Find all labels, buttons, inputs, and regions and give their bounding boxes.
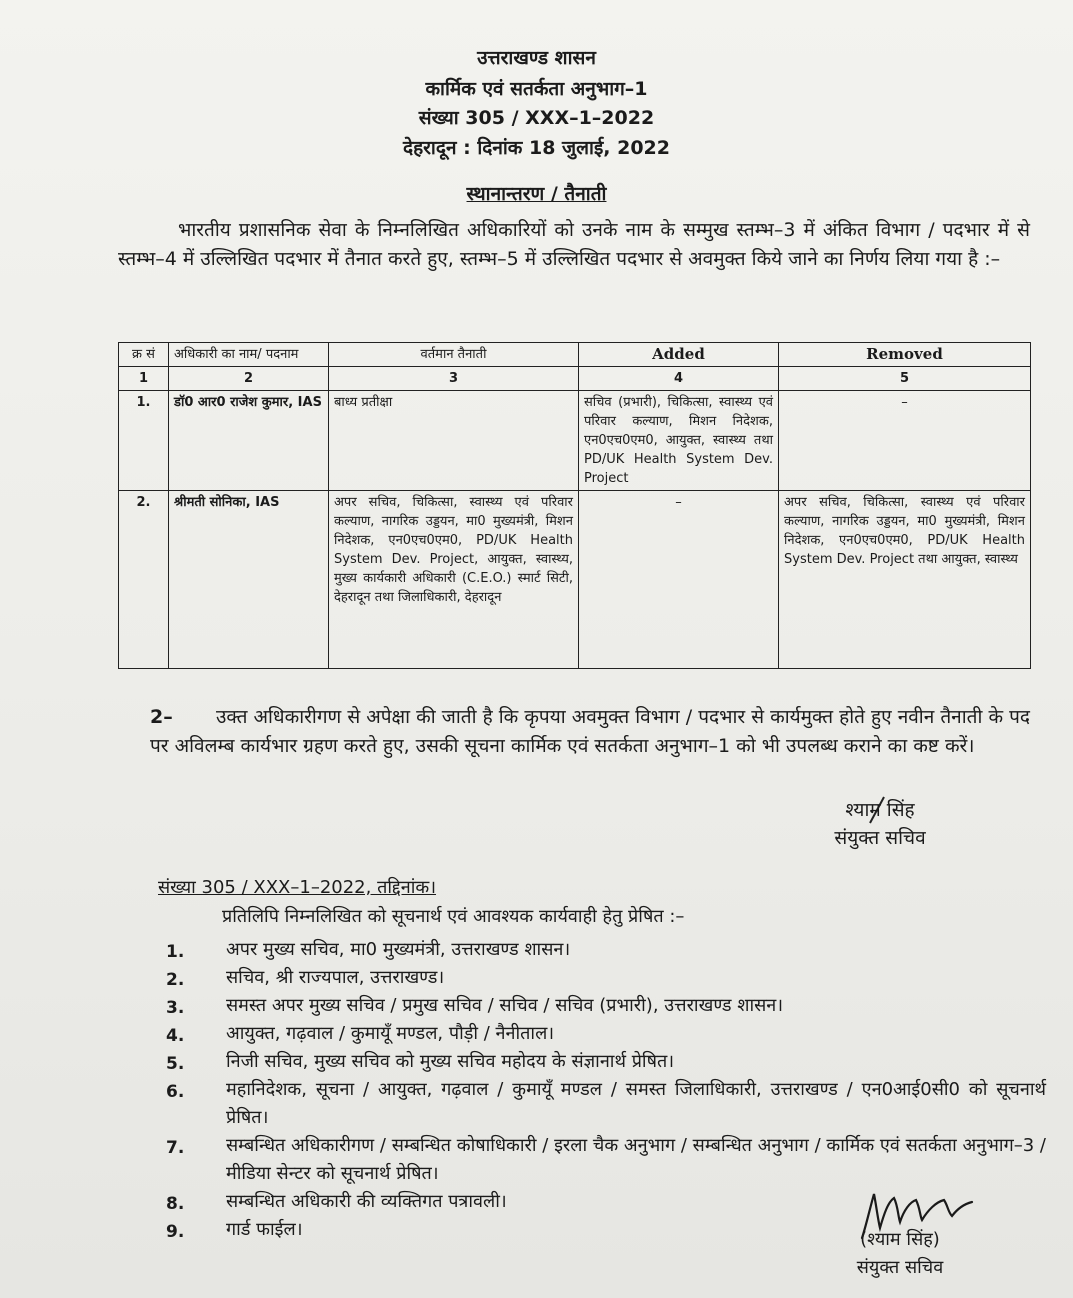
header-current: वर्तमान तैनाती — [329, 343, 579, 367]
list-item: निजी सचिव, मुख्य सचिव को मुख्य सचिव महोदय के संज्ञानार्थ प्रेषित। — [226, 1051, 675, 1072]
column-number: 5 — [779, 367, 1031, 391]
list-item: गार्ड फाईल। — [226, 1219, 303, 1240]
signatory-name: श्याम सिंह — [845, 799, 915, 821]
list-item-number: 3. — [166, 998, 185, 1018]
row-added-charge: सचिव (प्रभारी), चिकित्सा, स्वास्थ्य एवं परिवार कल्याण, मिशन निदेशक, एन0एच0एम0, आयुक्त, स्वास्थ्य तथा PD/UK Health System Dev. Project — [579, 391, 779, 491]
list-item: सम्बन्धित अधिकारी की व्यक्तिगत पत्रावली। — [226, 1191, 507, 1212]
list-item: सचिव, श्री राज्यपाल, उत्तराखण्ड। — [226, 967, 445, 988]
subject-heading: स्थानान्तरण / तैनाती — [466, 183, 607, 205]
table-row — [119, 391, 1031, 491]
list-item-number: 5. — [166, 1054, 185, 1074]
signatory-designation: संयुक्त सचिव — [856, 1257, 944, 1278]
column-number-row — [119, 367, 1031, 391]
signature-block — [800, 796, 960, 852]
order-number: संख्या 305 / XXX–1–2022 — [418, 107, 655, 129]
list-item: अपर मुख्य सचिव, मा0 मुख्यमंत्री, उत्तराखण्ड शासन। — [226, 939, 571, 960]
list-item: समस्त अपर मुख्य सचिव / प्रमुख सचिव / सचिव / सचिव (प्रभारी), उत्तराखण्ड शासन। — [226, 995, 784, 1016]
list-item-number: 8. — [166, 1194, 185, 1214]
intro-paragraph: भारतीय प्रशासनिक सेवा के निम्नलिखित अधिकारियों को उनके नाम के सम्मुख स्तम्भ–3 में अंकित विभाग / पदभार में से स्तम्भ–4 में उल्लिखित पदभार में तैनात करते हुए, स्तम्भ–5 में उल्लिखित पदभार से अवमुक्त किये जाने का निर्णय लिया गया है :– — [118, 219, 1030, 270]
list-item-number: 4. — [166, 1026, 185, 1046]
signatory-designation: संयुक्त सचिव — [834, 827, 926, 849]
department-title: कार्मिक एवं सतर्कता अनुभाग–1 — [425, 78, 648, 100]
signatory-name: (श्याम सिंह) — [860, 1229, 940, 1250]
column-number: 1 — [119, 367, 169, 391]
row-removed-charge: – — [779, 391, 1031, 491]
header-name: अधिकारी का नाम/ पदनाम — [169, 343, 329, 367]
header-removed: Removed — [779, 343, 1031, 367]
copy-intro: प्रतिलिपि निम्नलिखित को सूचनार्थ एवं आवश्यक कार्यवाही हेतु प्रेषित :– — [222, 906, 685, 927]
column-number: 2 — [169, 367, 329, 391]
para2-text: उक्त अधिकारीगण से अपेक्षा की जाती है कि कृपया अवमुक्त विभाग / पदभार से कार्यमुक्त होते हुए नवीन तैनाती के पद पर अविलम्ब कार्यभार ग्रहण करते हुए, उसकी सूचना कार्मिक एवं सतर्कता अनुभाग–1 को भी उपलब्ध कराने का कष्ट करें। — [150, 706, 1030, 757]
list-item: महानिदेशक, सूचना / आयुक्त, गढ़वाल / कुमायूँ मण्डल / समस्त जिलाधिकारी, उत्तराखण्ड / एन0आई0सी0 को सूचनार्थ प्रेषित। — [226, 1079, 1046, 1128]
list-item-number: 9. — [166, 1222, 185, 1242]
list-item-number: 2. — [166, 970, 185, 990]
header-added: Added — [579, 343, 779, 367]
table-row — [119, 491, 1031, 669]
list-item-number: 7. — [166, 1138, 185, 1158]
list-item-number: 1. — [166, 942, 185, 962]
column-number: 4 — [579, 367, 779, 391]
column-number: 3 — [329, 367, 579, 391]
row-officer-name: डॉ0 आर0 राजेश कुमार, IAS — [169, 391, 329, 491]
government-title: उत्तराखण्ड शासन — [477, 47, 596, 69]
list-item-number: 6. — [166, 1082, 185, 1102]
row-current-posting: अपर सचिव, चिकित्सा, स्वास्थ्य एवं परिवार कल्याण, नागरिक उड्डयन, मा0 मुख्यमंत्री, मिशन निदेशक, एन0एच0एम0, PD/UK Health System Dev. Project, आयुक्त, स्वास्थ्य, मुख्य कार्यकारी अधिकारी (C.E.O.) स्मार्ट सिटी, देहरादून तथा जिलाधिकारी, देहरादून — [329, 491, 579, 669]
signature-block-copy — [820, 1226, 980, 1282]
row-removed-charge: अपर सचिव, चिकित्सा, स्वास्थ्य एवं परिवार कल्याण, नागरिक उड्डयन, मा0 मुख्यमंत्री, मिशन निदेशक, एन0एच0एम0, PD/UK Health System Dev. Project तथा आयुक्त, स्वास्थ्य — [779, 491, 1031, 669]
row-officer-name: श्रीमती सोनिका, IAS — [169, 491, 329, 669]
row-added-charge: – — [579, 491, 779, 669]
para2-number: 2– — [150, 706, 173, 728]
copy-number: संख्या 305 / XXX–1–2022, तद्दिनांक। — [158, 877, 437, 898]
transfer-table — [118, 342, 1031, 669]
row-current-posting: बाध्य प्रतीक्षा — [329, 391, 579, 491]
place-date: देहरादून : दिनांक 18 जुलाई, 2022 — [402, 137, 670, 159]
row-sno: 1. — [119, 391, 169, 491]
table-header-row — [119, 343, 1031, 367]
row-sno: 2. — [119, 491, 169, 669]
list-item: आयुक्त, गढ़वाल / कुमायूँ मण्डल, पौड़ी / नैनीताल। — [226, 1023, 555, 1044]
header-sno: क्र सं — [119, 343, 169, 367]
list-item: सम्बन्धित अधिकारीगण / सम्बन्धित कोषाधिकारी / इरला चैक अनुभाग / सम्बन्धित अनुभाग / कार्मिक एवं सतर्कता अनुभाग–3 / मीडिया सेन्टर को सूचनार्थ प्रेषित। — [226, 1135, 1046, 1184]
